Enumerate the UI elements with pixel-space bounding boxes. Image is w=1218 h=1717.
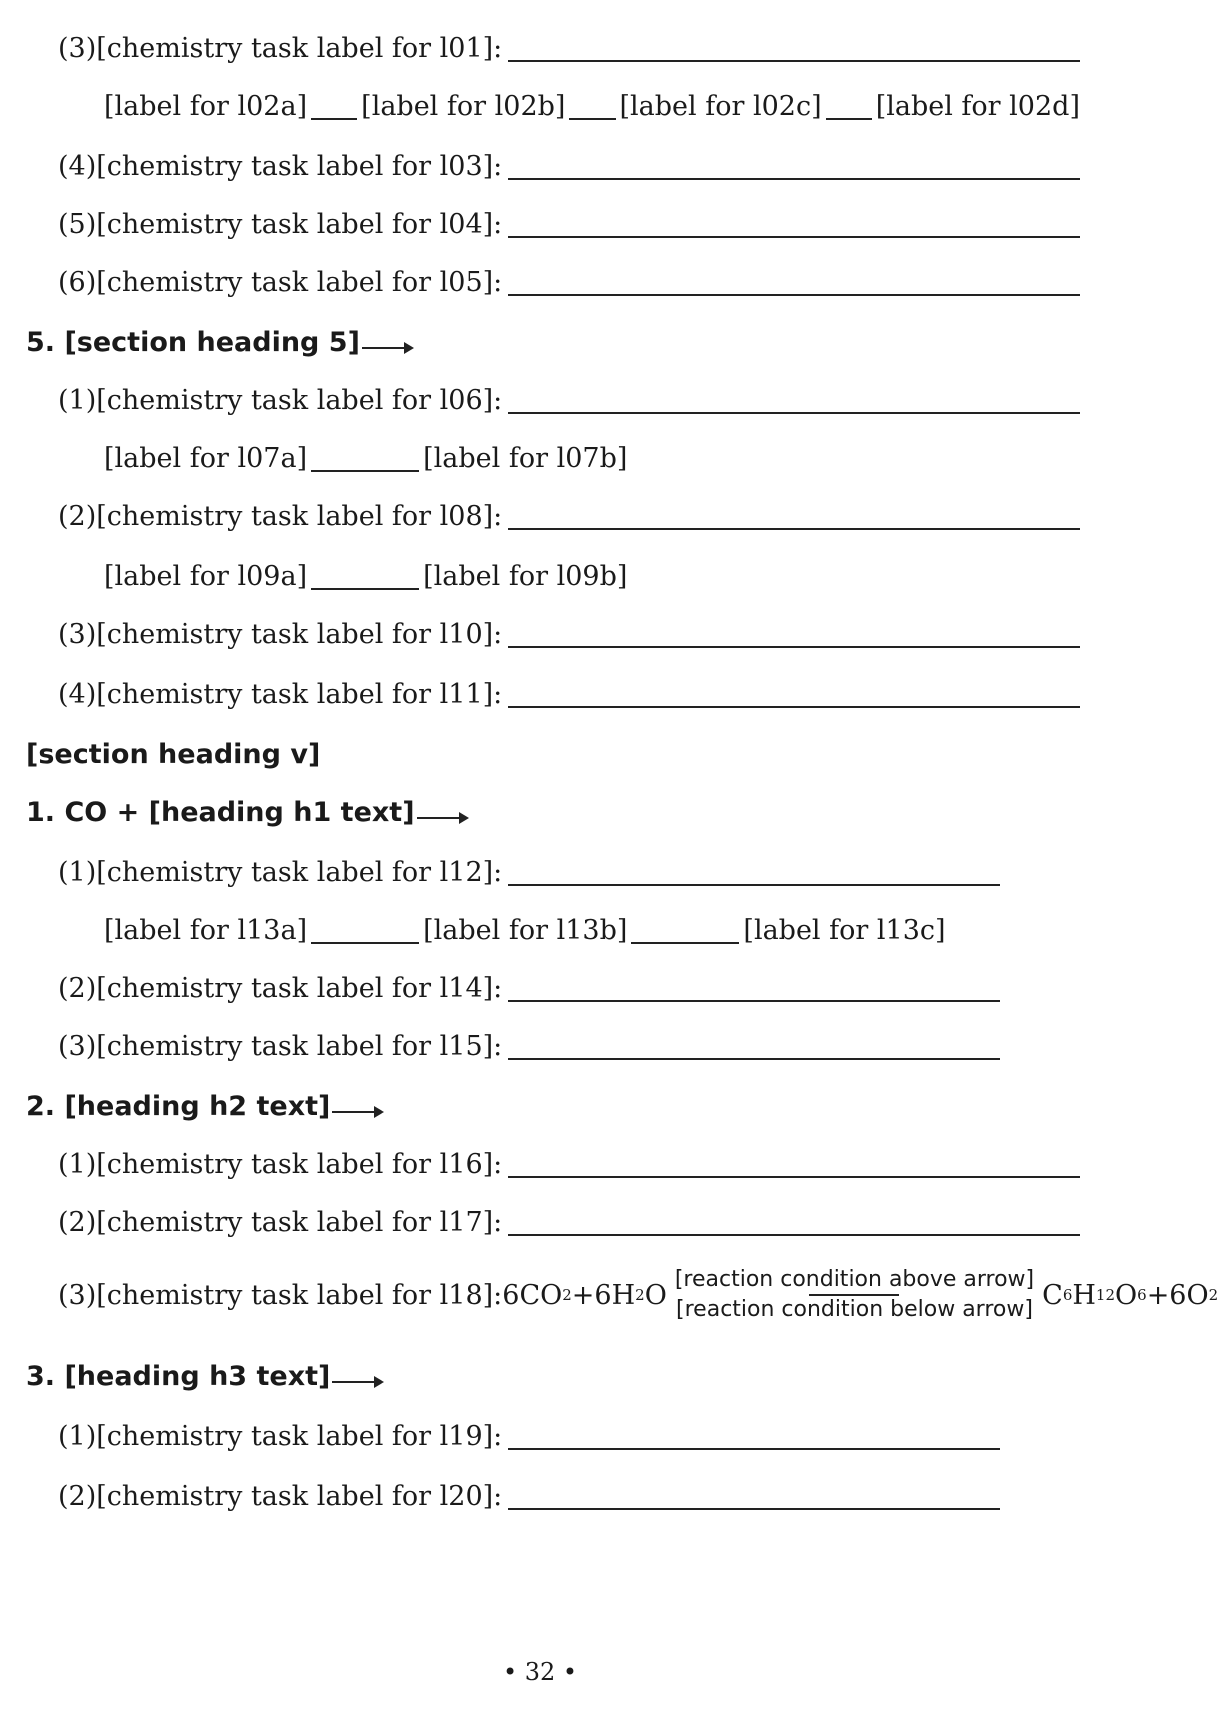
reaction-arrow-bar [809, 1294, 899, 1296]
answer-blank[interactable] [508, 1148, 1080, 1178]
answer-blank[interactable] [311, 90, 357, 120]
question-line: (2)[chemistry task label for l17]: [0, 1196, 1080, 1236]
answer-blank[interactable] [631, 914, 739, 944]
answer-blank[interactable] [508, 1480, 1000, 1510]
answer-blank[interactable] [508, 266, 1080, 296]
page-number: • 32 • [502, 1658, 578, 1686]
answer-blank[interactable] [311, 560, 419, 590]
arrow-icon [417, 808, 469, 826]
answer-blank[interactable] [508, 1206, 1080, 1236]
question-line: (4)[chemistry task label for l11]: [0, 668, 1080, 708]
answer-blank[interactable] [826, 90, 872, 120]
answer-blank[interactable] [508, 972, 1000, 1002]
answer-blank[interactable] [311, 914, 419, 944]
answer-blank[interactable] [508, 856, 1000, 886]
section-heading: 1. CO + [heading h1 text] [0, 786, 1080, 826]
answer-blank[interactable] [508, 618, 1080, 648]
arrow-icon [332, 1102, 384, 1120]
question-line: (1)[chemistry task label for l19]: [0, 1410, 1080, 1450]
phenomenon-line: [label for l13a] [label for l13b] [label for l13c] [104, 915, 946, 946]
question-line: (3)[chemistry task label for l01]: [0, 22, 1080, 62]
question-line: (1)[chemistry task label for l12]: [0, 846, 1080, 886]
section-heading: 3. [heading h3 text] [0, 1350, 1080, 1390]
answer-blank[interactable] [508, 678, 1080, 708]
answer-blank[interactable] [508, 500, 1080, 530]
question-line: (1)[chemistry task label for l06]: [0, 374, 1080, 414]
question-line: (2)[chemistry task label for l08]: [0, 490, 1080, 530]
answer-blank[interactable] [569, 90, 615, 120]
answer-blank[interactable] [311, 442, 419, 472]
answer-blank[interactable] [508, 32, 1080, 62]
phenomenon-line: [label for l09a] [label for l09b] [104, 561, 628, 592]
answer-blank[interactable] [508, 208, 1080, 238]
phenomenon-line: [label for l07a] [label for l07b] [104, 443, 628, 474]
question-line: (3)[chemistry task label for l10]: [0, 608, 1080, 648]
arrow-icon [332, 1372, 384, 1390]
section-heading: 5. [section heading 5] [0, 316, 1080, 356]
question-line: (5)[chemistry task label for l04]: [0, 198, 1080, 238]
question-line: (4)[chemistry task label for l03]: [0, 140, 1080, 180]
equation-line: (3)[chemistry task label for l18]:6CO 2 +6H 2 O [reaction condition above arrow] [reaction condition below arrow] C 6 H 12 O 6 +6O 2 [58, 1267, 1218, 1322]
arrow-icon [362, 338, 414, 356]
question-line: (2)[chemistry task label for l20]: [0, 1470, 1080, 1510]
question-line: (3)[chemistry task label for l15]: [0, 1020, 1080, 1060]
phenomenon-line: [label for l02a] [label for l02b] [label for l02c] [label for l02d] [104, 91, 1080, 122]
question-line: (2)[chemistry task label for l14]: [0, 962, 1080, 1002]
section-heading: [section heading v] [26, 739, 321, 770]
answer-blank[interactable] [508, 1030, 1000, 1060]
reaction-condition: [reaction condition above arrow] [reaction condition below arrow] [674, 1267, 1035, 1322]
section-heading: 2. [heading h2 text] [0, 1080, 1080, 1120]
answer-blank[interactable] [508, 384, 1080, 414]
answer-blank[interactable] [508, 1420, 1000, 1450]
question-line: (1)[chemistry task label for l16]: [0, 1138, 1080, 1178]
question-line: (6)[chemistry task label for l05]: [0, 256, 1080, 296]
answer-blank[interactable] [508, 150, 1080, 180]
